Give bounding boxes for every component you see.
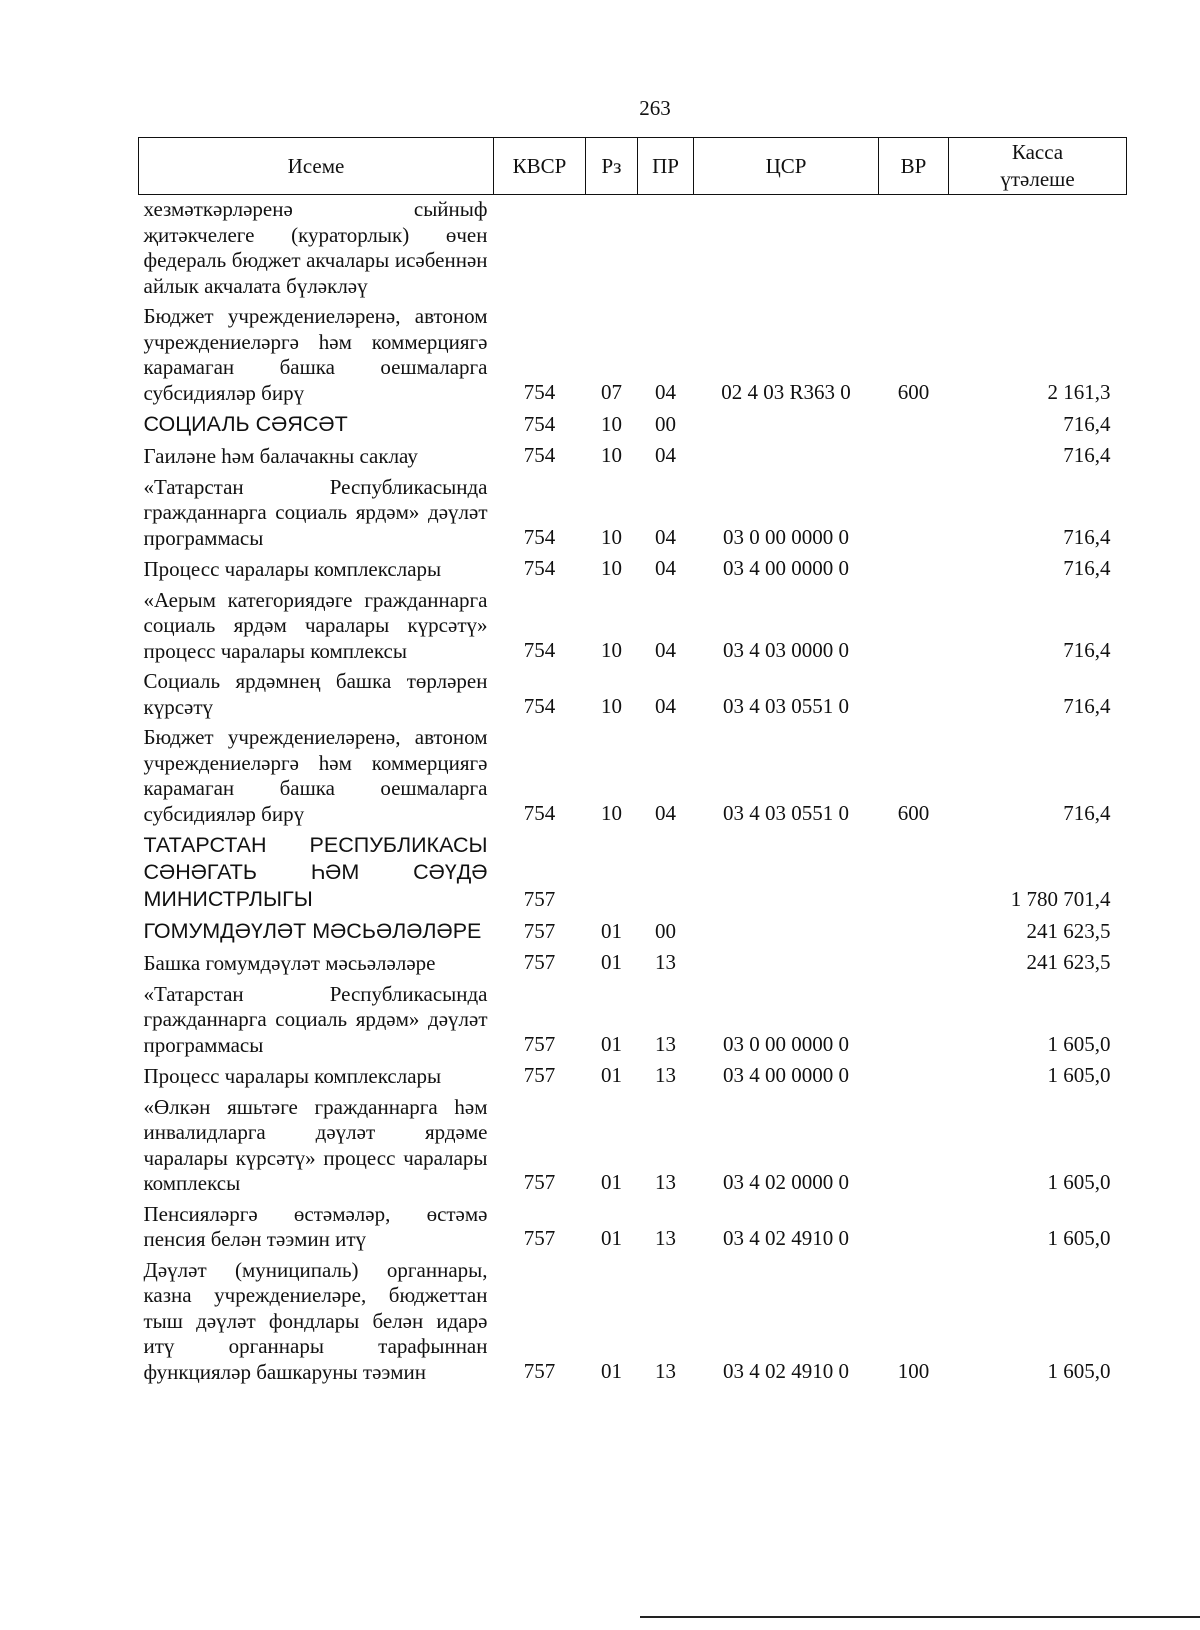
- cell-amount: 1 605,0: [1047, 1226, 1111, 1250]
- cell-csr: 02 4 03 R363 0: [721, 379, 851, 404]
- cell-pr: 13: [655, 1170, 676, 1194]
- table-row: [139, 301, 1127, 408]
- cell-rz: 01: [601, 1170, 622, 1194]
- cell-rz: 01: [601, 1063, 622, 1087]
- cell-rz: 10: [601, 693, 622, 718]
- cell-name: ГОМУМДӘҮЛӘТ МӘСЬӘЛӘЛӘРЕ: [143, 919, 482, 943]
- cell-pr: 04: [655, 800, 676, 825]
- cell-vr: 100: [897, 1358, 930, 1383]
- cell-csr: 03 4 03 0551 0: [723, 800, 849, 825]
- cell-kvsr: 754: [523, 379, 556, 404]
- cell-rz: [586, 195, 638, 302]
- cell-amount: 1 605,0: [1047, 1358, 1111, 1383]
- cell-kvsr: 754: [523, 524, 556, 549]
- cell-vr: [879, 472, 949, 554]
- cell-rz: 10: [601, 443, 622, 467]
- cell-amount: 716,4: [1063, 693, 1111, 718]
- table-row: [139, 947, 1127, 979]
- cell-rz: 01: [601, 918, 622, 943]
- cell-name: ТАТАРСТАН РЕСПУБЛИКАСЫ СӘНӘГАТЬ ҺӘМ СӘҮДӘ МИНИСТРЛЫГЫ: [143, 833, 488, 911]
- cell-pr: 13: [655, 1358, 676, 1383]
- cell-rz: 01: [601, 1031, 622, 1056]
- cell-pr: 04: [655, 379, 676, 404]
- table-row: [139, 440, 1127, 472]
- cell-kvsr: 757: [523, 1170, 556, 1194]
- cell-name: Процесс чаралары комплекслары: [143, 557, 442, 581]
- cell-vr: [879, 947, 949, 979]
- cell-csr: 03 4 03 0551 0: [723, 693, 849, 718]
- cell-pr: [638, 829, 694, 915]
- cell-rz: 10: [601, 411, 622, 436]
- cell-vr: [879, 1060, 949, 1092]
- cell-name: «Татарстан Республикасында гражданнарга социаль ярдәм» дәүләт программасы: [143, 474, 488, 550]
- header-name: Исеме: [139, 138, 494, 195]
- cell-kvsr: 754: [523, 800, 556, 825]
- cell-kvsr: 754: [523, 411, 556, 436]
- cell-name: хезмәткәрләренә сыйныф җитәкчелеге (кураторлык) өчен федераль бюджет акчалары исәбеннән айлык акчалата бүләкләү: [143, 197, 488, 298]
- cell-kvsr: 757: [523, 950, 556, 974]
- table-row: [139, 829, 1127, 915]
- cell-rz: 01: [601, 950, 622, 974]
- header-rz: Рз: [586, 138, 638, 195]
- cell-vr: [879, 195, 949, 302]
- cell-csr: 03 4 00 0000 0: [723, 556, 849, 580]
- cell-pr: 13: [655, 1063, 676, 1087]
- cell-kvsr: 757: [523, 1358, 556, 1383]
- cell-pr: 04: [655, 443, 676, 467]
- table-body: [139, 195, 1127, 1388]
- table-row: [139, 915, 1127, 947]
- table-row: [139, 472, 1127, 554]
- table-row: [139, 666, 1127, 722]
- table-row: [139, 1199, 1127, 1255]
- cell-pr: 00: [655, 411, 676, 436]
- cell-name: Пенсияләргә өстәмәләр, өстәмә пенсия белән тәэмин итү: [143, 1201, 488, 1251]
- cell-amount: 1 605,0: [1047, 1063, 1111, 1087]
- cell-vr: [879, 553, 949, 585]
- cell-amount: 241 623,5: [1026, 950, 1111, 974]
- cell-pr: [638, 195, 694, 302]
- table-row: [139, 1092, 1127, 1199]
- header-amount: [949, 138, 1127, 195]
- table-row: [139, 195, 1127, 302]
- header-csr: ЦСР: [694, 138, 879, 195]
- cell-kvsr: 754: [523, 443, 556, 467]
- cell-kvsr: 757: [523, 886, 556, 911]
- cell-amount: 716,4: [1063, 637, 1111, 662]
- cell-csr: [694, 915, 879, 947]
- cell-csr: [694, 947, 879, 979]
- cell-kvsr: 754: [523, 637, 556, 662]
- cell-vr: [879, 915, 949, 947]
- cell-rz: 10: [601, 556, 622, 580]
- cell-vr: [879, 1199, 949, 1255]
- cell-amount: 2 161,3: [1047, 379, 1111, 404]
- budget-table: [138, 137, 1127, 1387]
- cell-csr: [694, 440, 879, 472]
- cell-amount: 716,4: [1063, 443, 1111, 467]
- cell-kvsr: 754: [523, 693, 556, 718]
- cell-csr: 03 0 00 0000 0: [723, 524, 849, 549]
- cell-pr: 13: [655, 950, 676, 974]
- cell-name: Процесс чаралары комплекслары: [143, 1064, 442, 1088]
- cell-csr: 03 4 02 4910 0: [723, 1358, 849, 1383]
- cell-amount: 716,4: [1063, 524, 1111, 549]
- cell-kvsr: 757: [523, 1031, 556, 1056]
- cell-name: «Аерым категориядәге гражданнарга социаль ярдәм чаралары күрсәтү» процесс чаралары комплексы: [143, 587, 488, 663]
- cell-name: Гаиләне һәм балачакны саклау: [143, 444, 418, 468]
- cell-name: «Өлкән яшьтәге гражданнарга һәм инвалидларга дәүләт ярдәме чаралары күрсәтү» процесс чаралары комплексы: [143, 1094, 488, 1195]
- cell-amount: [949, 195, 1127, 302]
- cell-rz: 10: [601, 800, 622, 825]
- cell-pr: 04: [655, 693, 676, 718]
- cell-kvsr: [494, 195, 586, 302]
- cell-rz: 10: [601, 524, 622, 549]
- cell-vr: [879, 440, 949, 472]
- cell-rz: 07: [601, 379, 622, 404]
- bottom-rule: [640, 1616, 1200, 1618]
- cell-pr: 13: [655, 1031, 676, 1056]
- cell-kvsr: 754: [523, 556, 556, 580]
- cell-amount: 1 605,0: [1047, 1031, 1111, 1056]
- cell-rz: [586, 829, 638, 915]
- header-pr: ПР: [638, 138, 694, 195]
- cell-amount: 716,4: [1063, 411, 1111, 436]
- page-number: 263: [639, 96, 671, 120]
- cell-csr: 03 4 02 0000 0: [723, 1170, 849, 1194]
- cell-pr: 00: [655, 918, 676, 943]
- cell-kvsr: 757: [523, 1226, 556, 1250]
- cell-rz: 10: [601, 637, 622, 662]
- cell-pr: 13: [655, 1226, 676, 1250]
- cell-rz: 01: [601, 1226, 622, 1250]
- table-row: [139, 1255, 1127, 1388]
- cell-kvsr: 757: [523, 1063, 556, 1087]
- cell-pr: 04: [655, 524, 676, 549]
- cell-vr: 600: [897, 800, 930, 825]
- cell-csr: 03 4 02 4910 0: [723, 1226, 849, 1250]
- cell-vr: [879, 408, 949, 440]
- cell-name: Социаль ярдәмнең башка төрләрен күрсәтү: [143, 669, 488, 719]
- cell-csr: 03 4 00 0000 0: [723, 1063, 849, 1087]
- table-row: [139, 585, 1127, 667]
- cell-pr: 04: [655, 637, 676, 662]
- cell-csr: 03 4 03 0000 0: [723, 637, 849, 662]
- cell-name: Бюджет учреждениеләренә, автоном учреждениеләргә һәм коммерциягә карамаган башка оешмаларга субсидияләр бирү: [143, 725, 488, 826]
- cell-rz: 01: [601, 1358, 622, 1383]
- table-row: [139, 408, 1127, 440]
- cell-csr: [694, 829, 879, 915]
- table-row: [139, 1060, 1127, 1092]
- header-vr: ВР: [879, 138, 949, 195]
- cell-vr: 600: [897, 379, 930, 404]
- cell-kvsr: 757: [523, 918, 556, 943]
- cell-vr: [879, 585, 949, 667]
- cell-pr: 04: [655, 556, 676, 580]
- header-amount-line2: үтәлеше: [1000, 167, 1075, 191]
- table-header: [139, 138, 1127, 195]
- cell-name: «Татарстан Республикасында гражданнарга социаль ярдәм» дәүләт программасы: [143, 981, 488, 1057]
- cell-amount: 241 623,5: [1026, 918, 1111, 943]
- cell-csr: [694, 408, 879, 440]
- cell-vr: [879, 979, 949, 1061]
- cell-amount: 716,4: [1063, 556, 1111, 580]
- cell-amount: 1 605,0: [1047, 1170, 1111, 1194]
- cell-csr: 03 0 00 0000 0: [723, 1031, 849, 1056]
- table-row: [139, 722, 1127, 829]
- cell-name: Дәүләт (муниципаль) органнары, казна учреждениеләре, бюджеттан тыш дәүләт фондлары белән идарә итү органнары тарафыннан функцияләр башкаруны тәэмин: [143, 1257, 488, 1384]
- cell-name: Башка гомумдәүләт мәсьәләләре: [143, 951, 436, 975]
- cell-vr: [879, 666, 949, 722]
- cell-amount: 716,4: [1063, 800, 1111, 825]
- header-amount-line1: Касса: [1011, 140, 1064, 164]
- cell-vr: [879, 829, 949, 915]
- table-row: [139, 979, 1127, 1061]
- cell-csr: [694, 195, 879, 302]
- table-row: [139, 553, 1127, 585]
- cell-vr: [879, 1092, 949, 1199]
- cell-name: СОЦИАЛЬ СӘЯСӘТ: [143, 412, 348, 436]
- header-kvsr: КВСР: [494, 138, 586, 195]
- cell-name: Бюджет учреждениеләренә, автоном учреждениеләргә һәм коммерциягә карамаган башка оешмаларга субсидияләр бирү: [143, 304, 488, 405]
- cell-amount: 1 780 701,4: [1010, 886, 1111, 911]
